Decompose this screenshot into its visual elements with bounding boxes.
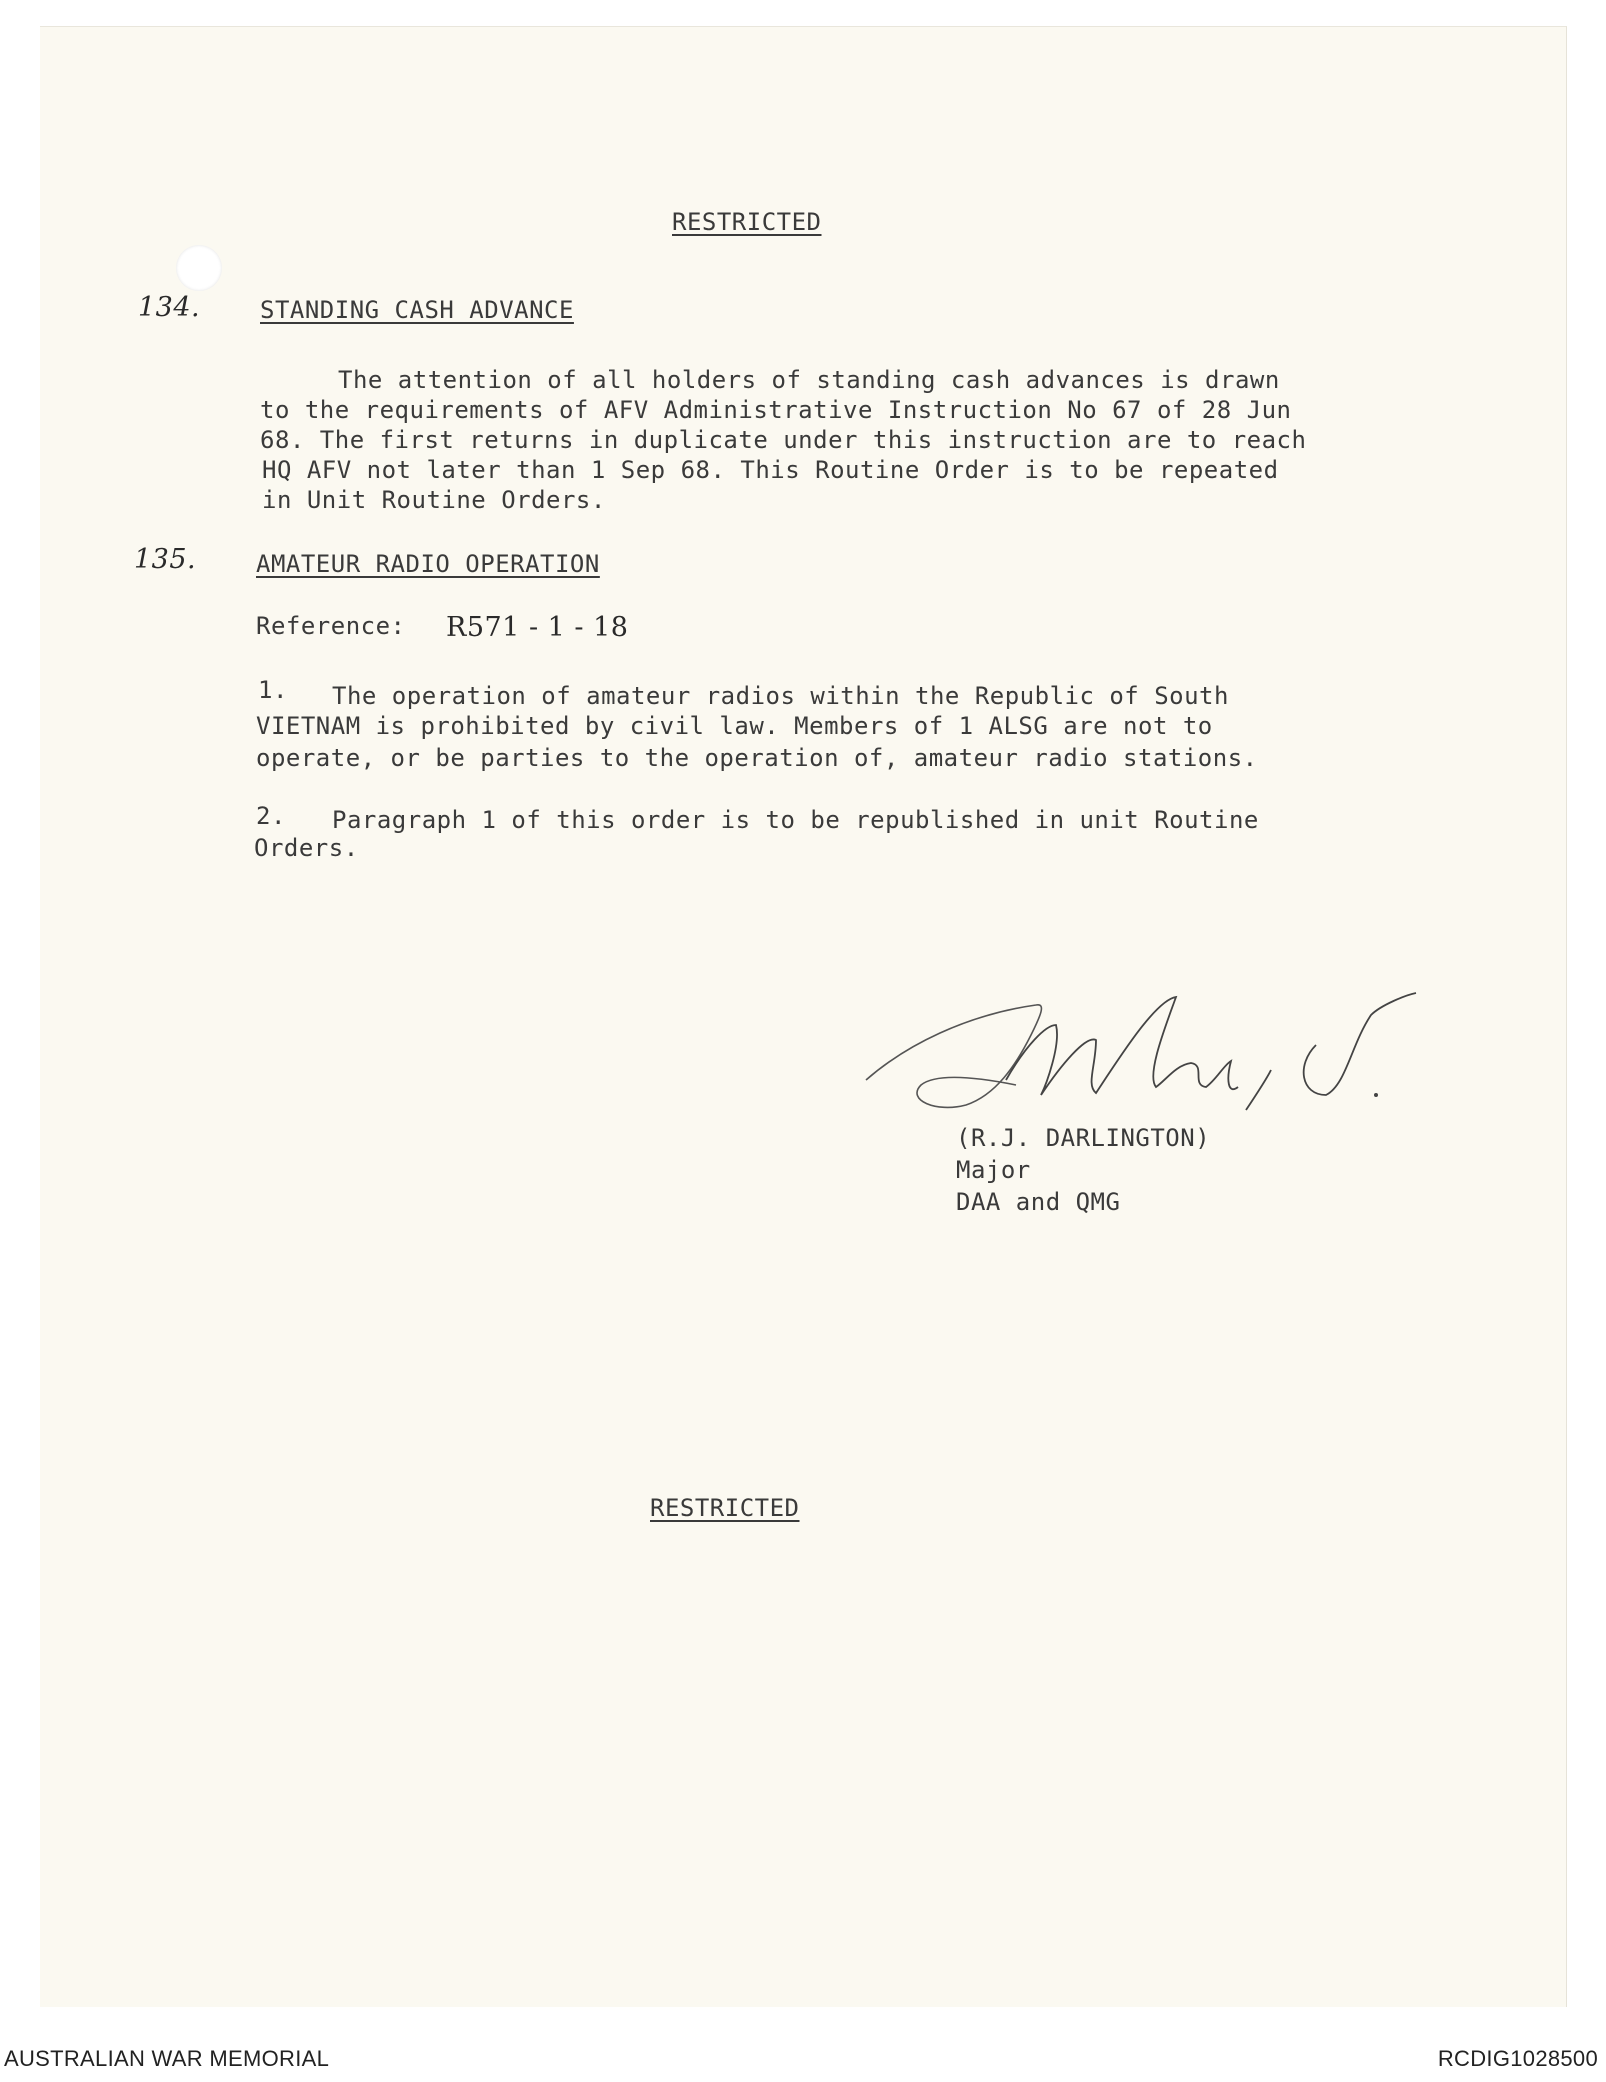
item-134-line-5: in Unit Routine Orders.	[262, 486, 606, 514]
para-1-line-3: operate, or be parties to the operation of, amateur radio stations.	[256, 744, 1258, 772]
archive-label-left: AUSTRALIAN WAR MEMORIAL	[4, 2046, 330, 2071]
para-1-line-2: VIETNAM is prohibited by civil law. Members of 1 ALSG are not to	[256, 712, 1213, 740]
item-number-135: 135.	[134, 544, 197, 575]
para-2-line-1: Paragraph 1 of this order is to be republished in unit Routine	[332, 806, 1259, 834]
item-134-line-2: to the requirements of AFV Administrative Instruction No 67 of 28 Jun	[260, 396, 1292, 424]
reference-label: Reference:	[256, 612, 406, 640]
punch-hole	[176, 245, 222, 291]
handwritten-signature	[846, 985, 1426, 1125]
para-1-line-1: The operation of amateur radios within the Republic of South	[332, 682, 1229, 710]
item-134-line-1: The attention of all holders of standing cash advances is drawn	[338, 366, 1280, 394]
item-number-134: 134.	[138, 292, 201, 323]
para-1-number: 1.	[258, 676, 288, 704]
signatory-name: (R.J. DARLINGTON)	[956, 1124, 1211, 1152]
footer-classification: RESTRICTED	[650, 1494, 800, 1522]
reference-value: R571 - 1 - 18	[446, 612, 629, 643]
item-134-line-3: 68. The first returns in duplicate under this instruction are to reach	[260, 426, 1307, 454]
item-134-line-4: HQ AFV not later than 1 Sep 68. This Routine Order is to be repeated	[262, 456, 1279, 484]
item-title-standing-cash-advance: STANDING CASH ADVANCE	[260, 296, 574, 324]
header-classification: RESTRICTED	[672, 208, 822, 236]
archive-label-right: RCDIG1028500	[1437, 2046, 1598, 2071]
signatory-appointment: DAA and QMG	[956, 1188, 1121, 1216]
item-title-amateur-radio-operation: AMATEUR RADIO OPERATION	[256, 550, 600, 578]
para-2-number: 2.	[256, 802, 286, 830]
signatory-rank: Major	[956, 1156, 1031, 1184]
para-2-line-2: Orders.	[254, 834, 359, 862]
